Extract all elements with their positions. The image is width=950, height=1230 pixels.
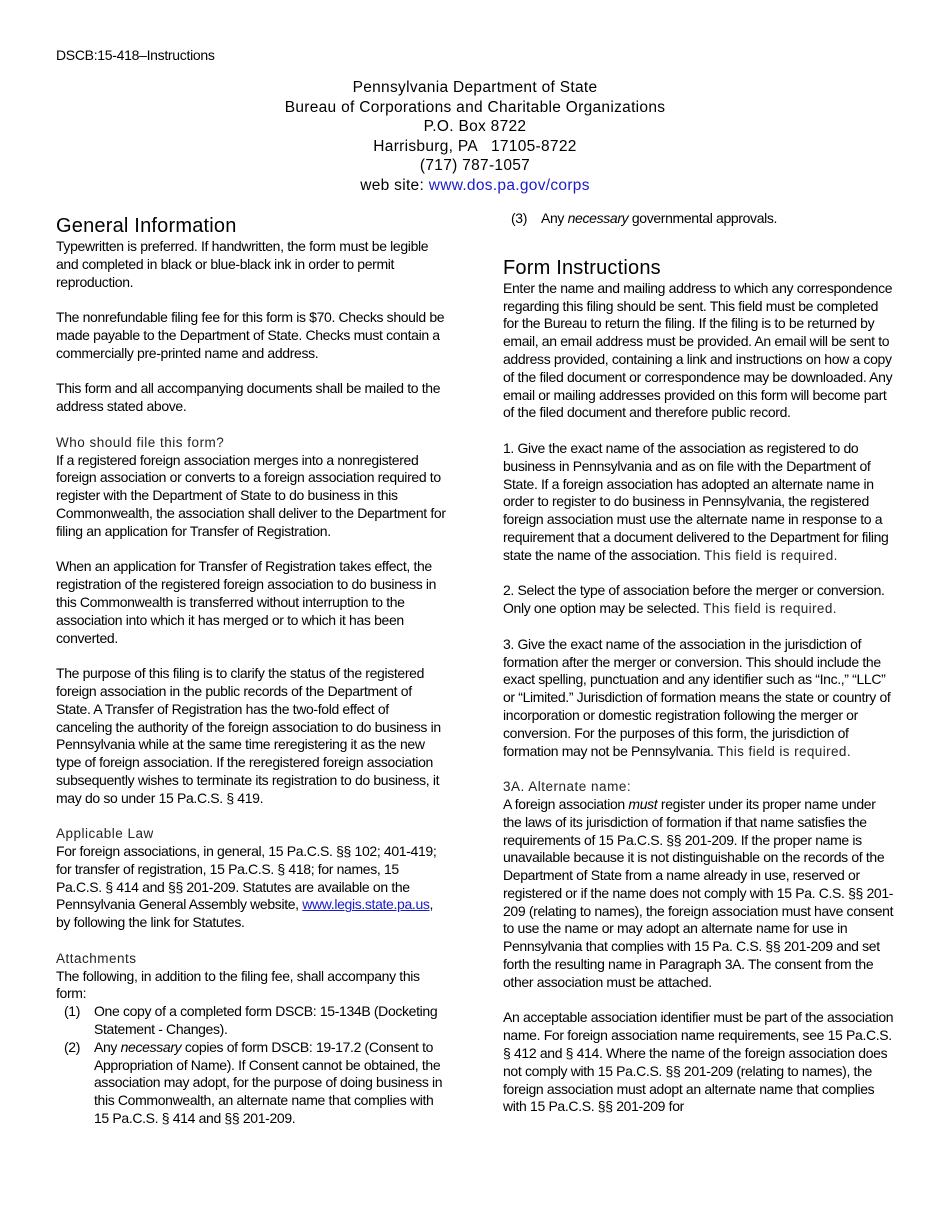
law-text-tail: , by following the link for Statutes. <box>56 896 434 931</box>
who-paragraph-3: The purpose of this filing is to clarify the status of the registered foreign association in the public records of the Department of State. A Transfer of Registration has the two-fold effect of canceling the authority of the foreign association to do business in Pennsylvania while at the same time reregistering it as the new type of foreign association. If the reregistered foreign association subsequently wishes to terminate its registration to do business, it may do so under 15 Pa.C.S. § 419. <box>56 665 441 806</box>
who-should-file-heading: Who should file this form? <box>56 434 225 450</box>
po-box: P.O. Box 8722 <box>423 118 527 136</box>
bureau-name: Bureau of Corporations and Charitable Organizations <box>284 98 666 116</box>
required-note: This field is required. <box>703 601 837 617</box>
city-state-zip: Harrisburg, PA 17105-8722 <box>373 137 577 155</box>
general-paragraph-3: This form and all accompanying documents shall be mailed to the address stated above. <box>56 380 441 415</box>
attachments-list <box>56 1003 448 1128</box>
department-header <box>0 78 950 196</box>
attachment-item: (3) Any necessary governmental approvals. <box>511 210 778 226</box>
alternate-name-text: A foreign association must register under its proper name under the laws of its jurisdiction of formation if that name satisfies the requirements of 15 Pa.C.S. §§ 201-209. If the proper name is unavailable because it is not distinguishable on the records of the Department of State from a name already in use, reserved or registered or if the name does not comply with 15 Pa. C.S. §§ 201-209 (relating to names), the foreign association must have consent to use the name or may adopt an alternate name for use in Pennsylvania that complies with 15 Pa. C.S. §§ 201-209 and set forth the resulting name in Paragraph 3A. The consent from the other association must be attached. <box>503 795 894 990</box>
general-paragraph-2: The nonrefundable filing fee for this form is $70. Checks should be made payable to the Department of State. Checks must contain a commercially pre-printed name and address. <box>56 309 445 361</box>
instruction-item-2: 2. Select the type of association before the merger or conversion. Only one option may be selected. This field is required. <box>503 582 885 617</box>
general-information-title: General Information <box>56 215 237 237</box>
association-identifier-text: An acceptable association identifier must be part of the association name. For foreign association name requirements, see 15 Pa.C.S. § 412 and § 414. Where the name of the foreign association does not comply with 15 Pa.C.S. §§ 201-209 (relating to names), the foreign association must adopt an alternate name that complies with 15 Pa.C.S. §§ 201-209 for <box>503 1009 894 1115</box>
attachments-intro: The following, in addition to the filing fee, shall accompany this form: <box>56 967 420 1002</box>
instruction-item-1: 1. Give the exact name of the association as registered to do business in Pennsylvania and as on file with the Department of State. If a foreign association has adopted an alternate name in order to register to do business in Pennsylvania, the registered foreign association must use the alternate name in response to a requirement that a document delivered to the Department for filing state the name of the association. This field is required. <box>503 439 889 563</box>
applicable-law-heading: Applicable Law <box>56 826 154 842</box>
alternate-name-heading: 3A. Alternate name: <box>503 779 632 795</box>
attachment-item: (1) One copy of a completed form DSCB: 15-134B (Docketing Statement - Changes). <box>64 1003 438 1038</box>
document-id: DSCB:15-418–Instructions <box>56 47 215 63</box>
who-paragraph-1: If a registered foreign association merges into a nonregistered foreign association or converts to a foreign association required to register with the Department of State to do business in this Commonwealth, the association shall deliver to the Department for filing an application for Transfer of Registration. <box>56 451 446 539</box>
who-paragraph-2: When an application for Transfer of Registration takes effect, the registration of the registered foreign association to do business in this Commonwealth is transferred without interruption to the association into which it has merged or to which it has been converted. <box>56 558 437 646</box>
law-text-body: For foreign associations, in general, 15 Pa.C.S. §§ 102; 401-419; for transfer of registration, 15 Pa.C.S. § 418; for names, 15 Pa.C.S. § 414 and §§ 201-209. Statutes are available on the Pennsylvania General Assembly website, <box>56 843 437 913</box>
form-instructions-title: Form Instructions <box>503 256 661 279</box>
phone-number: (717) 787-1057 <box>419 157 531 175</box>
required-note: This field is required. <box>704 547 838 563</box>
left-column <box>56 214 448 1128</box>
attachment-item: (2) Any necessary copies of form DSCB: 19-17.2 (Consent to Appropriation of Name). If Consent cannot be obtained, the association may adopt, for the purpose of doing business in this Commonwealth, an alternate name that complies with 15 Pa.C.S. § 414 and §§ 201-209. <box>64 1038 443 1127</box>
attachments-list-continued <box>503 210 895 228</box>
department-name: Pennsylvania Department of State <box>352 79 598 96</box>
website-label: web site: <box>360 176 429 194</box>
required-note: This field is required. <box>717 743 851 759</box>
attachments-heading: Attachments <box>56 950 137 966</box>
general-paragraph-1: Typewritten is preferred. If handwritten, the form must be legible and completed in black or blue-black ink in order to permit reproduction. <box>56 238 429 290</box>
website-link[interactable]: www.dos.pa.gov/corps <box>428 176 590 194</box>
form-intro: Enter the name and mailing address to which any correspondence regarding this filing should be sent. This field must be completed for the Bureau to return the filing. If the filing is to be returned by email, an email address must be provided. An email will be sent to address provided, containing a link and instructions on how a copy of the filed document or correspondence may be downloaded. Any email or mailing addresses provided on this form will become part of the filed document and therefore public record. <box>503 279 893 421</box>
instruction-item-3: 3. Give the exact name of the association in the jurisdiction of formation after the merger or conversion. This should include the exact spelling, punctuation and any identifier such as “Inc.,” “LLC” or “Limited.” Jurisdiction of formation means the state or country of incorporation or domestic registration following the merger or conversion. For the purposes of this form, the jurisdiction of formation may not be Pennsylvania. This field is required. <box>503 635 891 759</box>
legislature-link[interactable]: www.legis.state.pa.us <box>302 896 430 913</box>
right-column <box>503 210 895 1116</box>
applicable-law-text <box>56 843 448 932</box>
website-line <box>0 176 950 196</box>
